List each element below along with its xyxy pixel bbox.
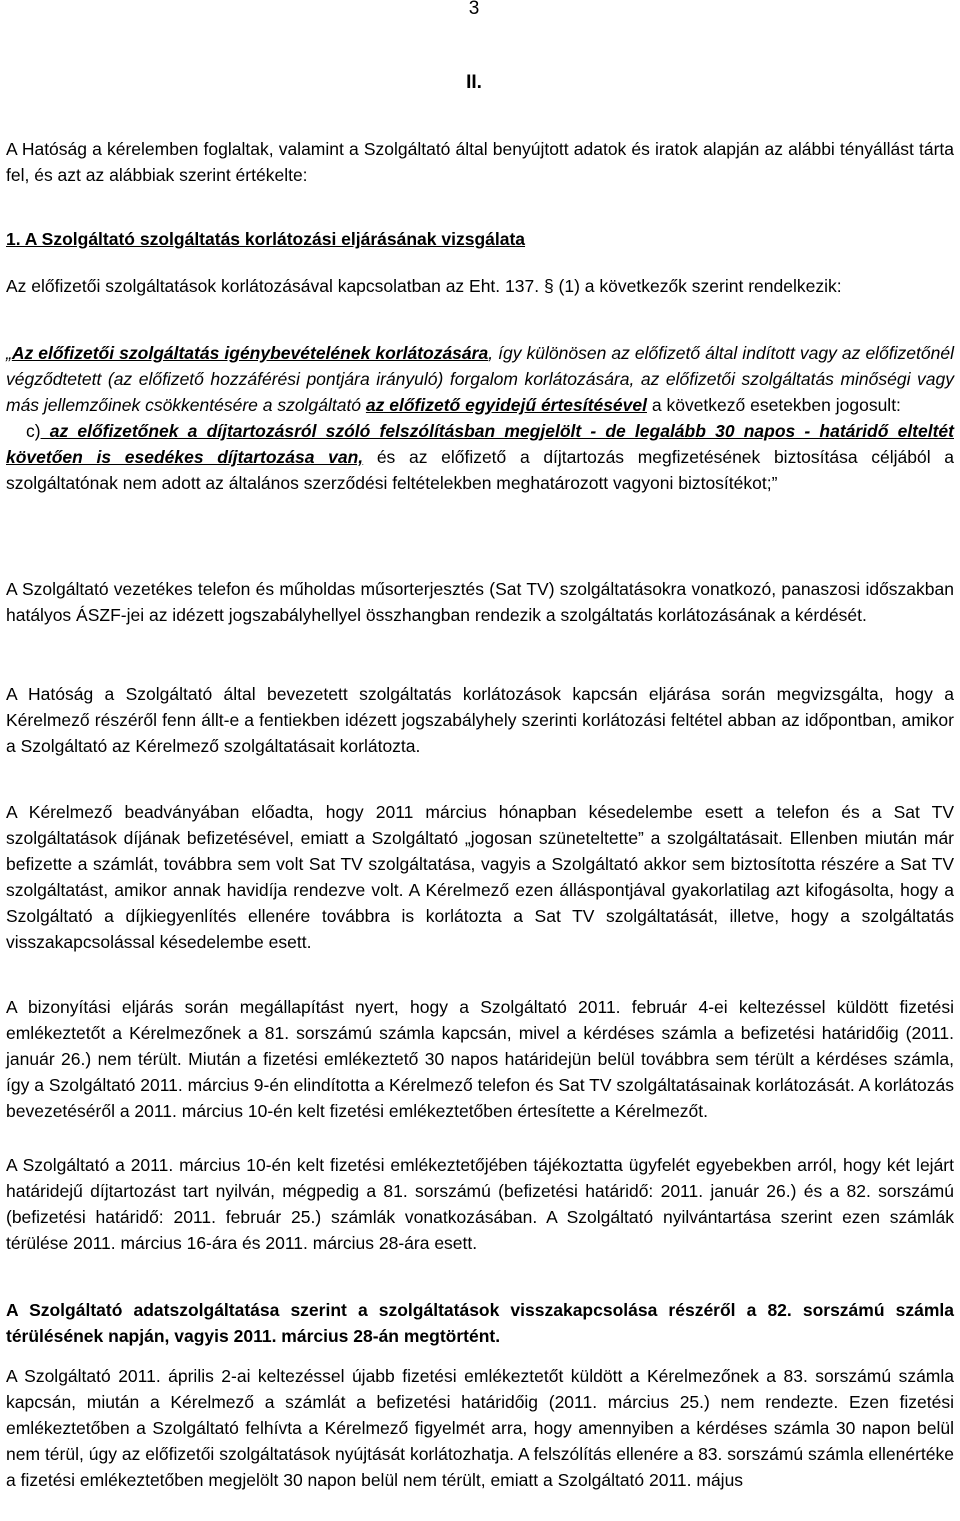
clause-c-label: c) — [26, 420, 41, 441]
section-heading: II. — [466, 72, 482, 93]
clause-c-emphasis: az előfizetőnek a díjtartozásról szóló felszólításban megjelölt - de legalább 30 napos - határidő elteltét követően is esedékes díjtartozása van, — [6, 420, 954, 467]
subsection-heading: 1. A Szolgáltató szolgáltatás korlátozási eljárásának vizsgálata — [6, 229, 526, 249]
statute-intro: Az előfizetői szolgáltatások korlátozásával kapcsolatban az Eht. 137. § (1) a következők szerint rendelkezik: — [6, 276, 842, 296]
paragraph-8: A Szolgáltató 2011. április 2-ai keltezéssel újabb fizetési emlékeztetőt küldött a Kérelmezőnek a 83. sorszámú számla kapcsán, miután a Kérelmező a számlát a befizetési határidőig (2011. március 25.) nem rendezte. Ezen fizetési emlékeztetőben a Szolgáltató felhívta a Kérelmező figyelmét arra, hogy amennyiben a kérdéses számla 30 napon belül nem térül, úgy az előfizetői szolgáltatások nyújtását korlátozhatja. A felszólítás ellenére a 83. sorszámú számla ellenértéke a fizetési emlékeztetőben megjelölt 30 napon belül nem térült, emiatt a Szolgáltató 2011. május — [6, 1366, 954, 1490]
paragraph-4: A Kérelmező beadványában előadta, hogy 2011 március hónapban késedelembe esett a telefon és a Sat TV szolgáltatások díjának befizetésével, emiatt a Szolgáltató „jogosan szüneteltette” a szolgáltatásait. Ellenben miután már befizette a számlát, továbbra sem volt Sat TV szolgáltatása, vagyis a Szolgáltató akkor sem biztosította részére a Sat TV szolgáltatást, amikor annak havidíja rendezve volt. A Kérelmező ezen álláspontjával gyakorlatilag azt kifogásolta, hogy a Szolgáltató a díjkiegyenlítés ellenére továbbra is korlátozta a Sat TV szolgáltatását, illetve, hogy a szolgáltatás visszakapcsolással késedelembe esett. — [6, 802, 954, 952]
paragraph-3: A Hatóság a Szolgáltató által bevezetett szolgáltatás korlátozások kapcsán eljárása során megvizsgálta, hogy a Kérelmező részéről fenn állt-e a fentiekben idézett jogszabályhely szerinti korlátozási feltétel abban az időpontban, amikor a Szolgáltató az Kérelmező szolgáltatásait korlátozta. — [6, 684, 954, 756]
quote-emphasis-1: Az előfizetői szolgáltatás igénybevételének korlátozására — [11, 343, 489, 363]
quote-text-2: a következő esetekben jogosult: — [647, 394, 901, 415]
intro-paragraph: A Hatóság a kérelemben foglaltak, valamint a Szolgáltató által benyújtott adatok és iratok alapján az alábbi tényállást tárta fel, és azt az alábbiak szerint értékelte: — [6, 139, 954, 185]
quote-emphasis-2: az előfizető egyidejű értesítésével — [365, 394, 647, 415]
statute-quote — [6, 341, 954, 496]
paragraph-7: A Szolgáltató adatszolgáltatása szerint a szolgáltatások visszakapcsolása részéről a 82. sorszámú számla térülésének napján, vagyis 2011. március 28-án megtörtént. — [6, 1300, 954, 1346]
paragraph-2: A Szolgáltató vezetékes telefon és műholdas műsorterjesztés (Sat TV) szolgáltatásokra vonatkozó, panaszosi időszakban hatályos ÁSZF-jei az idézett jogszabályhellyel összhangban rendezik a szolgáltatás korlátozásának a kérdését. — [6, 579, 954, 625]
paragraph-5: A bizonyítási eljárás során megállapítást nyert, hogy a Szolgáltató 2011. február 4-ei keltezéssel küldött fizetési emlékeztetőt a Kérelmezőnek a 81. sorszámú számla kapcsán, mivel a kérdéses számla a befizetési határidőig (2011. január 26.) nem térült. Miután a fizetési emlékeztető 30 napos határidejün belül továbbra sem térült a kérdéses számla, így a Szolgáltató 2011. március 9-én elindította a Kérelmező telefon és Sat TV szolgáltatásainak korlátozását. A korlátozás bevezetéséről a 2011. március 10-én kelt fizetési emlékeztetőben értesítette a Kérelmezőt. — [6, 997, 954, 1121]
clause-c-text: és az előfizető a díjtartozás megfizetésének biztosítása céljából a szolgáltatónak nem adott az általános szerződési feltételekben meghatározott vagyoni biztosítékot;” — [6, 446, 954, 493]
page-number: 3 — [468, 0, 480, 19]
paragraph-6: A Szolgáltató a 2011. március 10-én kelt fizetési emlékeztetőjében tájékoztatta ügyfelét egyebekben arról, hogy két lejárt határidejű díjtartozást tart nyilván, mégpedig a 81. sorszámú (befizetési határidő: 2011. január 26.) és a 82. sorszámú (befizetési határidő: 2011. február 25.) számlák vonatkozásában. A Szolgáltató nyilvántartása szerint ezen számlák térülése 2011. március 16-ára és 2011. március 28-ára esett. — [6, 1155, 954, 1253]
quote-open-mark: „ — [6, 343, 12, 363]
quote-text-1: , így különösen az előfizető által indított vagy az előfizetőnél végződtetett (az előfizető hozzáférési pontjára irányuló) forgalom korlátozására, az előfizetői szolgáltatás minőségi vagy más jellemzőinek csökkentésére a szolgáltató — [6, 343, 954, 415]
